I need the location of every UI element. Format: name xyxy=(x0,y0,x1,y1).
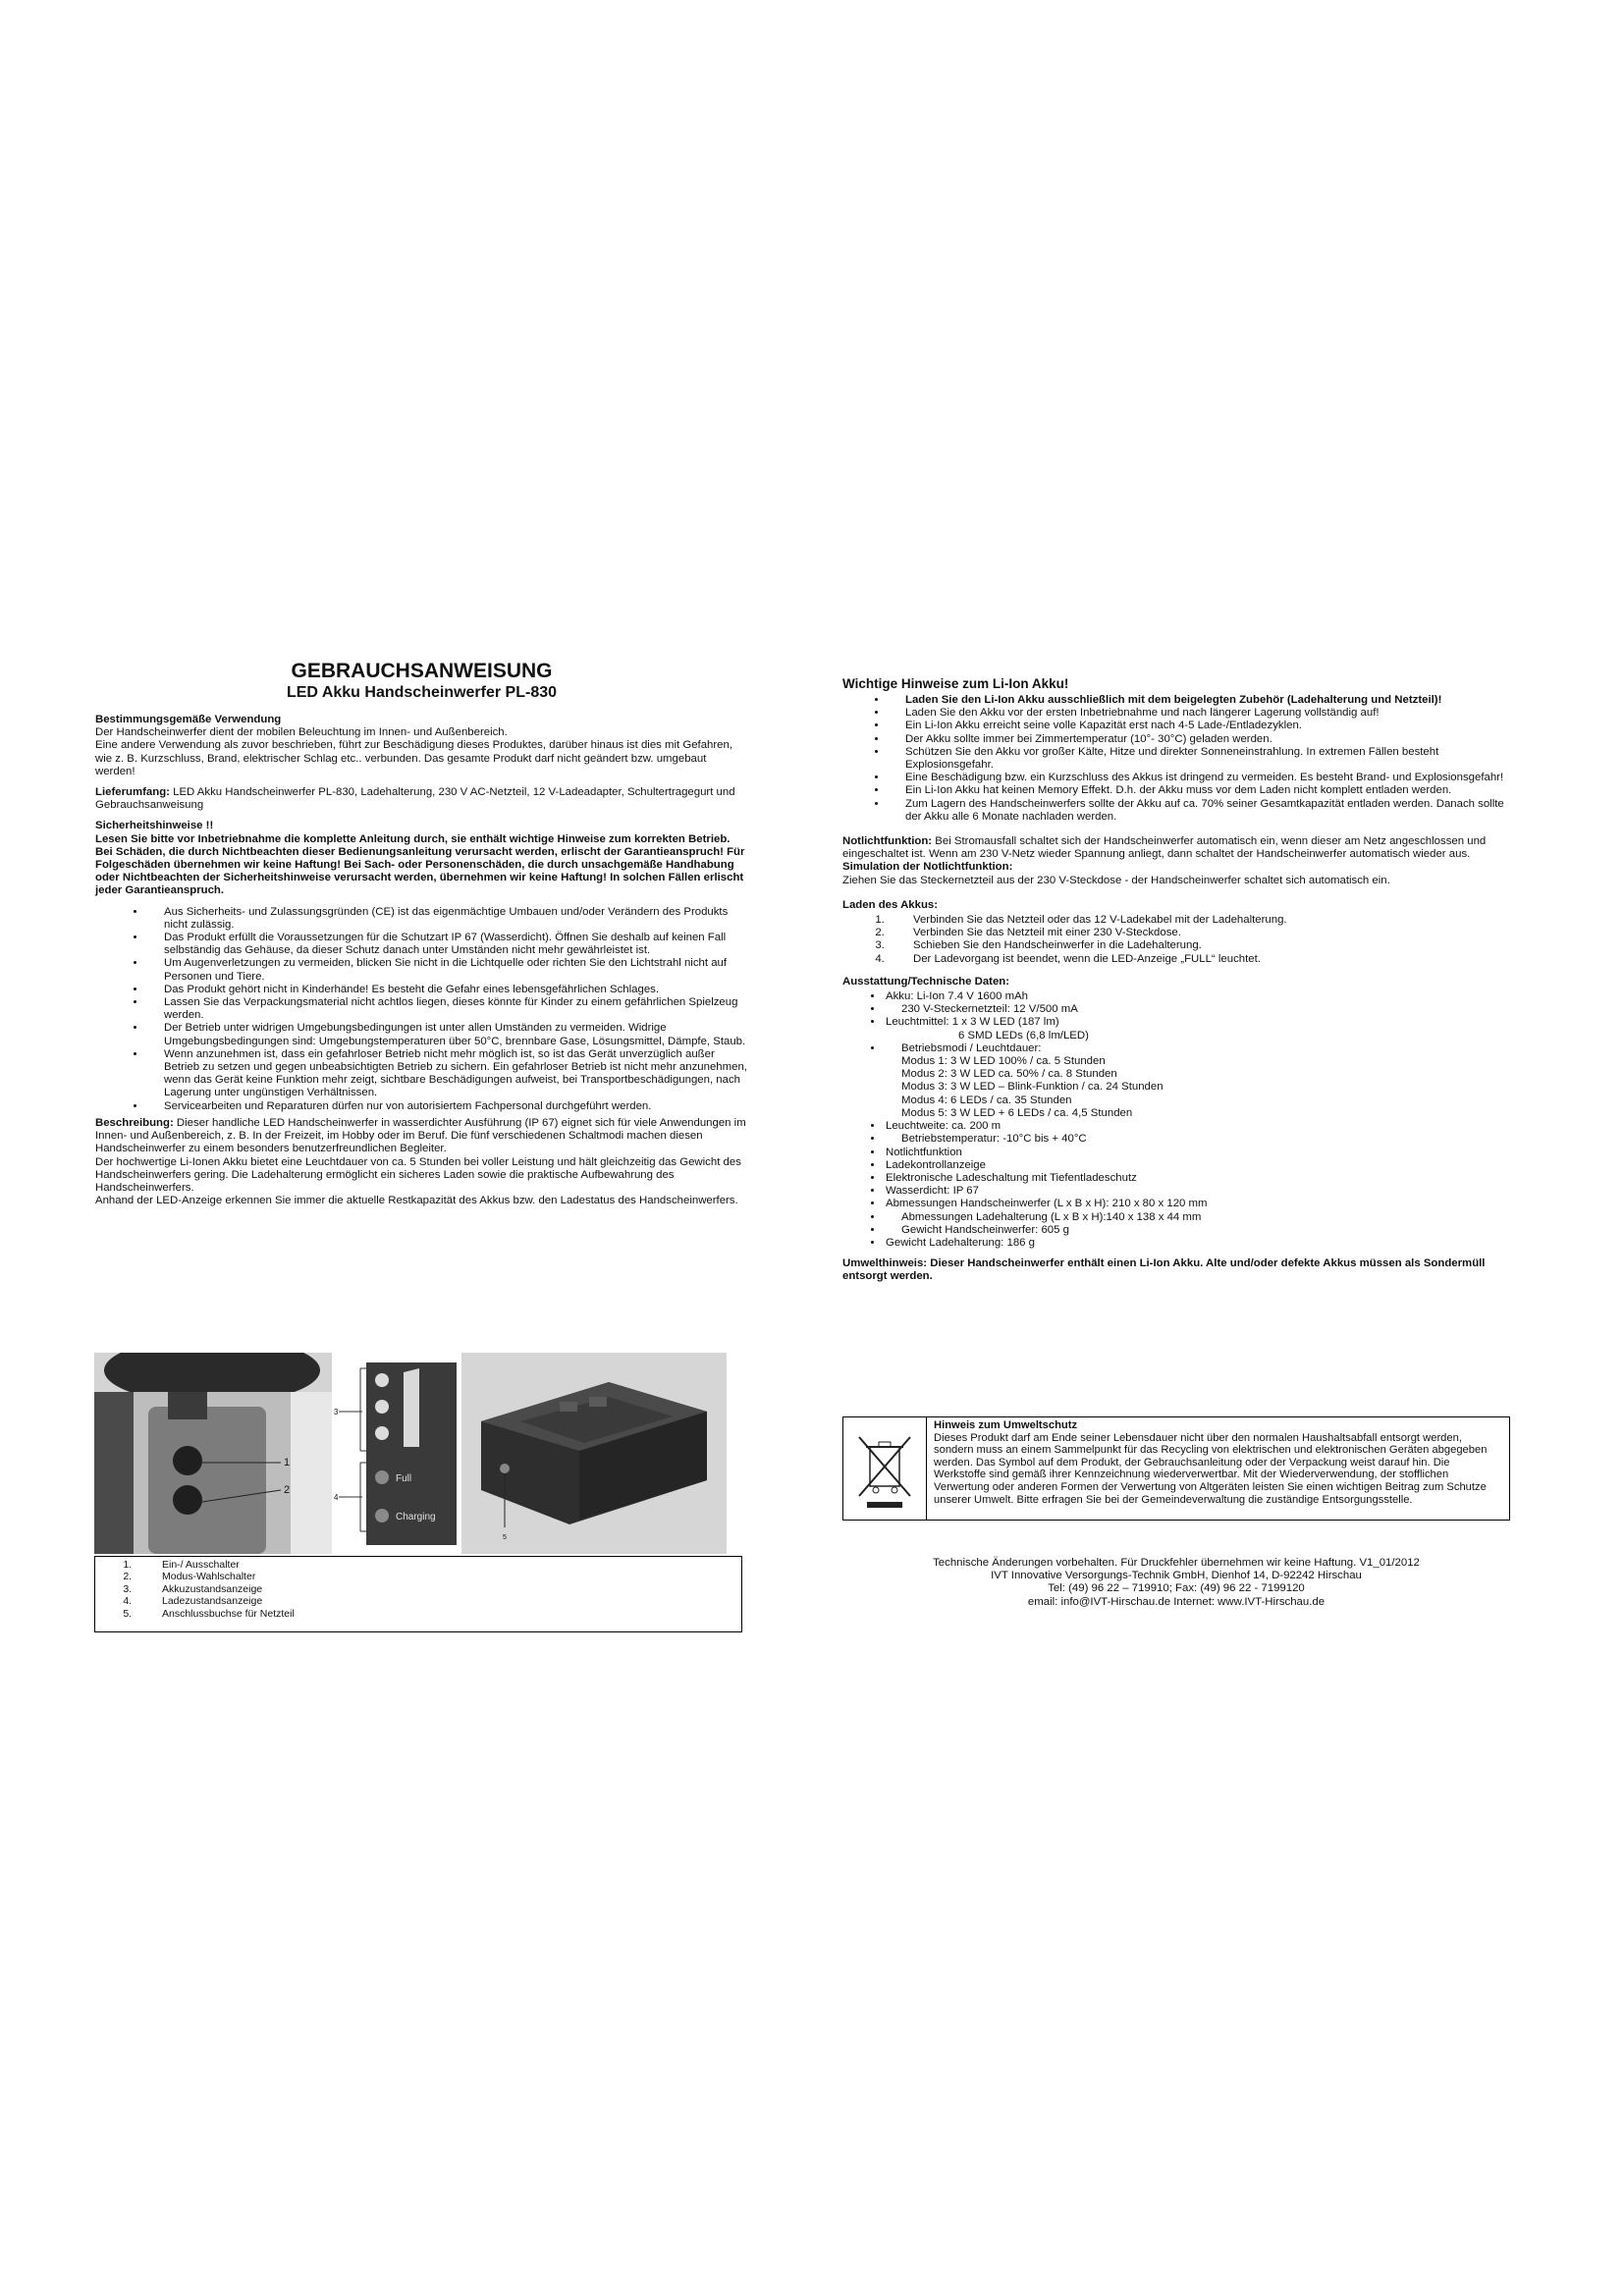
safety-heading: Sicherheitshinweise !! xyxy=(95,820,214,832)
list-item: • Ein Li-Ion Akku erreicht seine volle Kapazität erst nach 4-5 Lade-/Entladezyklen. xyxy=(888,720,1510,732)
led-full-label: Full xyxy=(396,1473,412,1484)
list-item: • Laden Sie den Akku vor der ersten Inbetriebnahme und nach längerer Lagerung vollständig auf! xyxy=(888,707,1510,720)
use-text: Eine andere Verwendung als zuvor beschrieben, führt zur Beschädigung dieses Produktes, darüber hinaus ist dies mit Gefahren, wie z. B. Kurzschluss, Brand, elektrischer Schlag etc.. verbunden. Das gesamte Produkt darf nicht geändert bzw. umgebaut werden! xyxy=(95,739,733,777)
list-item: 2. Modus-Wahlschalter xyxy=(135,1571,741,1582)
list-item: • Um Augenverletzungen zu vermeiden, blicken Sie nicht in die Lichtquelle oder richten Sie den Lichtstrahl nicht auf Personen und Tiere. xyxy=(146,957,748,983)
spec-modes xyxy=(901,1055,1510,1120)
list-item: • Notlichtfunktion xyxy=(884,1147,1510,1159)
description-paragraph xyxy=(95,1117,748,1156)
charging-cradle-photo xyxy=(461,1353,727,1554)
spec-modes-title: Betriebsmodi / Leuchtdauer: xyxy=(901,1041,1042,1054)
parts-list xyxy=(95,1559,741,1620)
use-heading: Bestimmungsgemäße Verwendung xyxy=(95,714,282,725)
list-item: • Der Betrieb unter widrigen Umgebungsbedingungen ist unter allen Umständen zu vermeiden. Widrige Umgebungsbedingungen sind: Umgebungstemperaturen über 50°C, brennbare Gase, Lösungsmittel, Dämpfe, Staub. xyxy=(146,1022,748,1047)
footer-line: IVT Innovative Versorgungs-Technik GmbH, Dienhof 14, D-92242 Hirschau xyxy=(991,1570,1362,1582)
led-indicator-diagram xyxy=(333,1353,459,1554)
spec-leucht: Leuchtmittel: 1 x 3 W LED (187 lm) xyxy=(886,1016,1059,1029)
emergency-paragraph xyxy=(842,835,1510,861)
list-item: • Servicearbeiten und Reparaturen dürfen nur von autorisiertem Fachpersonal durchgeführt werden. xyxy=(146,1100,748,1113)
led-charging-label: Charging xyxy=(396,1512,436,1522)
use-text: Der Handscheinwerfer dient der mobilen Beleuchtung im Innen- und Außenbereich. xyxy=(95,726,508,739)
footer-line: Technische Änderungen vorbehalten. Für Druckfehler übernehmen wir keine Haftung. V1_01/2012 xyxy=(933,1557,1420,1569)
scope-paragraph xyxy=(95,786,748,812)
page-title: GEBRAUCHSANWEISUNG xyxy=(291,660,553,682)
mode-line: Modus 4: 6 LEDs / ca. 35 Stunden xyxy=(901,1094,1072,1106)
list-item: • Das Produkt erfüllt die Voraussetzungen für die Schutzart IP 67 (Wasserdicht). Öffnen Sie deshalb auf keinen Fall selbständig das Gehäuse, da dieser Schutz danach unter Umständen nicht mehr gewährleistet ist. xyxy=(146,932,748,957)
list-item: • Der Akku sollte immer bei Zimmertemperatur (10°- 30°C) geladen werden. xyxy=(888,733,1510,746)
footer-line: email: info@IVT-Hirschau.de Internet: www.IVT-Hirschau.de xyxy=(1027,1595,1326,1608)
list-item: • Gewicht Ladehalterung: 186 g xyxy=(884,1237,1510,1250)
environment-box xyxy=(842,1416,1510,1521)
charge-heading: Laden des Akkus: xyxy=(842,898,939,911)
emergency-text: Bei Stromausfall schaltet sich der Handscheinwerfer automatisch ein, wenn dieser am Netz angeschlossen und eingeschaltet ist. Wenn am 230 V-Netz wieder Spannung anliegt, dann schaltet der Handscheinwerfer automatisch wieder aus. xyxy=(842,835,1487,861)
scope-label: Lieferumfang: xyxy=(95,786,170,799)
crossed-bin-icon xyxy=(843,1417,926,1520)
parts-legend xyxy=(94,1556,742,1632)
callout-5: 5 xyxy=(503,1534,507,1541)
list-item: 3. Akkuzustandsanzeige xyxy=(135,1583,741,1595)
emergency-label: Notlichtfunktion: xyxy=(842,835,933,848)
list-item: • Akku: Li-Ion 7.4 V 1600 mAh xyxy=(884,990,1510,1003)
description-text: Der hochwertige Li-Ionen Akku bietet eine Leuchtdauer von ca. 5 Stunden bei voller Leistung und hält gleichzeitig das Gewicht des Handscheinwerfers gering. Die Ladehalterung ermöglicht ein sicheres Laden sowie die praktische Aufbewahrung des Handscheinwerfers. xyxy=(95,1155,741,1194)
environment-text xyxy=(934,1419,1503,1506)
scope-text: LED Akku Handscheinwerfer PL-830, Ladehalterung, 230 V AC-Netzteil, 12 V-Ladeadapter, Schultertragegurt und Gebrauchsanweisung xyxy=(95,786,735,812)
callout-4: 4 xyxy=(334,1493,339,1502)
list-item: 3. Schieben Sie den Handscheinwerfer in die Ladehalterung. xyxy=(888,939,1510,952)
list-item: • Abmessungen Ladehalterung (L x B x H):140 x 138 x 44 mm xyxy=(884,1211,1510,1224)
list-item: • Gewicht Handscheinwerfer: 605 g xyxy=(884,1224,1510,1237)
list-item: • Zum Lagern des Handscheinwerfers sollte der Akku auf ca. 70% seiner Gesamtkapazität entladen werden. Danach sollte der Akku alle 6 Monate nachladen werden. xyxy=(888,798,1510,824)
list-item: • Wenn anzunehmen ist, dass ein gefahrloser Betrieb nicht mehr möglich ist, so ist das Gerät unverzüglich außer Betrieb zu setzen und gegen unbeabsichtigten Betrieb zu sichern. Ein gefahrloser Betrieb ist nicht mehr anzunehmen, wenn das Gerät keine Funktion mehr zeigt, sichtbare Beschädigungen aufweist, bei Transportbeschädigungen, nach Lagerung unter ungünstigen Verhältnissen. xyxy=(146,1048,748,1100)
callout-3: 3 xyxy=(334,1408,339,1416)
mode-line: Modus 2: 3 W LED ca. 50% / ca. 8 Stunden xyxy=(901,1068,1117,1081)
description-text: Dieser handliche LED Handscheinwerfer in wasserdichter Ausführung (IP 67) eignet sich für viele Anwendungen im Innen- und Außenbereich, z. B. In der Freizeit, im Hobby oder im Beruf. Die fünf verschiedenen Schaltmodi machen diesen Handscheinwerfer zu einem besonders benutzerfreundlichen Begleiter. xyxy=(95,1116,746,1155)
mode-line: Modus 5: 3 W LED + 6 LEDs / ca. 4,5 Stunden xyxy=(901,1106,1133,1119)
description-label: Beschreibung: xyxy=(95,1116,174,1129)
spec-heading: Ausstattung/Technische Daten: xyxy=(842,975,1010,988)
mode-line: Modus 1: 3 W LED 100% / ca. 5 Stunden xyxy=(901,1055,1106,1068)
description-text: Anhand der LED-Anzeige erkennen Sie immer die aktuelle Restkapazität des Akkus bzw. den Ladestatus des Handscheinwerfers. xyxy=(95,1195,738,1207)
lamp-photo xyxy=(94,1353,332,1554)
list-item: 4. Ladezustandsanzeige xyxy=(135,1595,741,1607)
spec-leucht-2: 6 SMD LEDs (6,8 lm/LED) xyxy=(958,1029,1089,1041)
safety-list xyxy=(95,906,748,1113)
environment-heading: Hinweis zum Umweltschutz xyxy=(934,1419,1078,1431)
right-column xyxy=(842,676,1510,1284)
list-item: • Schützen Sie den Akku vor großer Kälte, Hitze und direkter Sonneneinstrahlung. In extremen Fällen besteht Explosionsgefahr. xyxy=(888,746,1510,772)
footer xyxy=(842,1557,1510,1609)
list-item: • Laden Sie den Li-Ion Akku ausschließlich mit dem beigelegten Zubehör (Ladehalterung und Netzteil)! xyxy=(888,694,1510,707)
simulation-text: Ziehen Sie das Steckernetzteil aus der 230 V-Steckdose - der Handscheinwerfer schaltet sich automatisch ein. xyxy=(842,874,1390,886)
weee-icon-cell xyxy=(843,1417,927,1520)
list-item: • Eine Beschädigung bzw. ein Kurzschluss des Akkus ist dringend zu vermeiden. Es besteht Brand- und Explosionsgefahr! xyxy=(888,772,1510,784)
list-item xyxy=(884,1042,1510,1120)
footer-line: Tel: (49) 96 22 – 719910; Fax: (49) 96 22 - 7199120 xyxy=(1048,1582,1305,1595)
list-item: • Wasserdicht: IP 67 xyxy=(884,1185,1510,1198)
callout-2: 2 xyxy=(284,1484,291,1496)
liion-list xyxy=(842,694,1510,824)
environment-note: Umwelthinweis: Dieser Handscheinwerfer enthält einen Li-Ion Akku. Alte und/oder defekte Akkus müssen als Sondermüll entsorgt werden. xyxy=(842,1257,1486,1283)
page-subtitle: LED Akku Handscheinwerfer PL-830 xyxy=(286,684,558,701)
list-item: 5. Anschlussbuchse für Netzteil xyxy=(135,1608,741,1620)
list-item: 4. Der Ladevorgang ist beendet, wenn die LED-Anzeige „FULL“ leuchtet. xyxy=(888,953,1510,966)
list-item: 1. Verbinden Sie das Netzteil oder das 12 V-Ladekabel mit der Ladehalterung. xyxy=(888,914,1510,927)
list-item: • Aus Sicherheits- und Zulassungsgründen (CE) ist das eigenmächtige Umbauen und/oder Verändern des Produkts nicht zulässig. xyxy=(146,906,748,932)
mode-line: Modus 3: 3 W LED – Blink-Funktion / ca. 24 Stunden xyxy=(901,1081,1164,1094)
left-column xyxy=(95,660,748,1207)
callout-1: 1 xyxy=(284,1457,291,1468)
spec-list xyxy=(842,990,1510,1250)
list-item: • Betriebstemperatur: -10°C bis + 40°C xyxy=(884,1133,1510,1146)
list-item: 1. Ein-/ Ausschalter xyxy=(135,1559,741,1571)
environment-body: Dieses Produkt darf am Ende seiner Lebensdauer nicht über den normalen Haushaltsabfall entsorgt werden, sondern muss an einem Sammelpunkt für das Recycling von elektrischen und elektronischen Geräten abgegeben werden. Das Symbol auf dem Produkt, der Gebrauchsanleitung oder der Verpackung weist darauf hin. Die Werkstoffe sind gemäß ihrer Kennzeichnung wiederverwertbar. Mit der Wiederverwendung, der stofflichen Verwertung oder anderen Formen der Verwertung von Altgeräten leisten Sie einen wichtigen Beitrag zum Schutze unserer Umwelt. Bitte erfragen Sie bei der Gemeindeverwaltung die zuständige Entsorgungsstelle. xyxy=(934,1431,1488,1506)
safety-warning: Lesen Sie bitte vor Inbetriebnahme die komplette Anleitung durch, sie enthält wichtige Hinweise zum korrekten Betrieb. Bei Schäden, die durch Nichtbeachten dieser Bedienungsanleitung verursacht werden, erlischt der Garantieanspruch! Für Folgeschäden übernehmen wir keine Haftung! Bei Sach- oder Personenschäden, die durch unsachgemäße Handhabung oder Nichtbeachten der Sicherheitshinweise verursacht werden, übernehmen wir keine Haftung! In solchen Fällen erlischt jeder Garantieanspruch. xyxy=(95,832,745,897)
list-item xyxy=(884,1016,1510,1041)
list-item: • Ladekontrollanzeige xyxy=(884,1159,1510,1172)
charge-steps xyxy=(842,914,1510,966)
list-item: • Abmessungen Handscheinwerfer (L x B x H): 210 x 80 x 120 mm xyxy=(884,1198,1510,1210)
list-item: • 230 V-Steckernetzteil: 12 V/500 mA xyxy=(884,1003,1510,1016)
list-item: 2. Verbinden Sie das Netzteil mit einer 230 V-Steckdose. xyxy=(888,927,1510,939)
list-item: • Ein Li-Ion Akku hat keinen Memory Effekt. D.h. der Akku muss vor dem Laden nicht komplett entladen werden. xyxy=(888,784,1510,797)
list-item: • Lassen Sie das Verpackungsmaterial nicht achtlos liegen, dieses könnte für Kinder zu einem gefährlichen Spielzeug werden. xyxy=(146,996,748,1022)
list-item: • Elektronische Ladeschaltung mit Tiefentladeschutz xyxy=(884,1172,1510,1185)
list-item: • Das Produkt gehört nicht in Kinderhände! Es besteht die Gefahr eines lebensgefährlichen Schlages. xyxy=(146,984,748,996)
simulation-heading: Simulation der Notlichtfunktion: xyxy=(842,861,1013,874)
list-item: • Leuchtweite: ca. 200 m xyxy=(884,1120,1510,1133)
liion-heading: Wichtige Hinweise zum Li-Ion Akku! xyxy=(842,676,1069,691)
